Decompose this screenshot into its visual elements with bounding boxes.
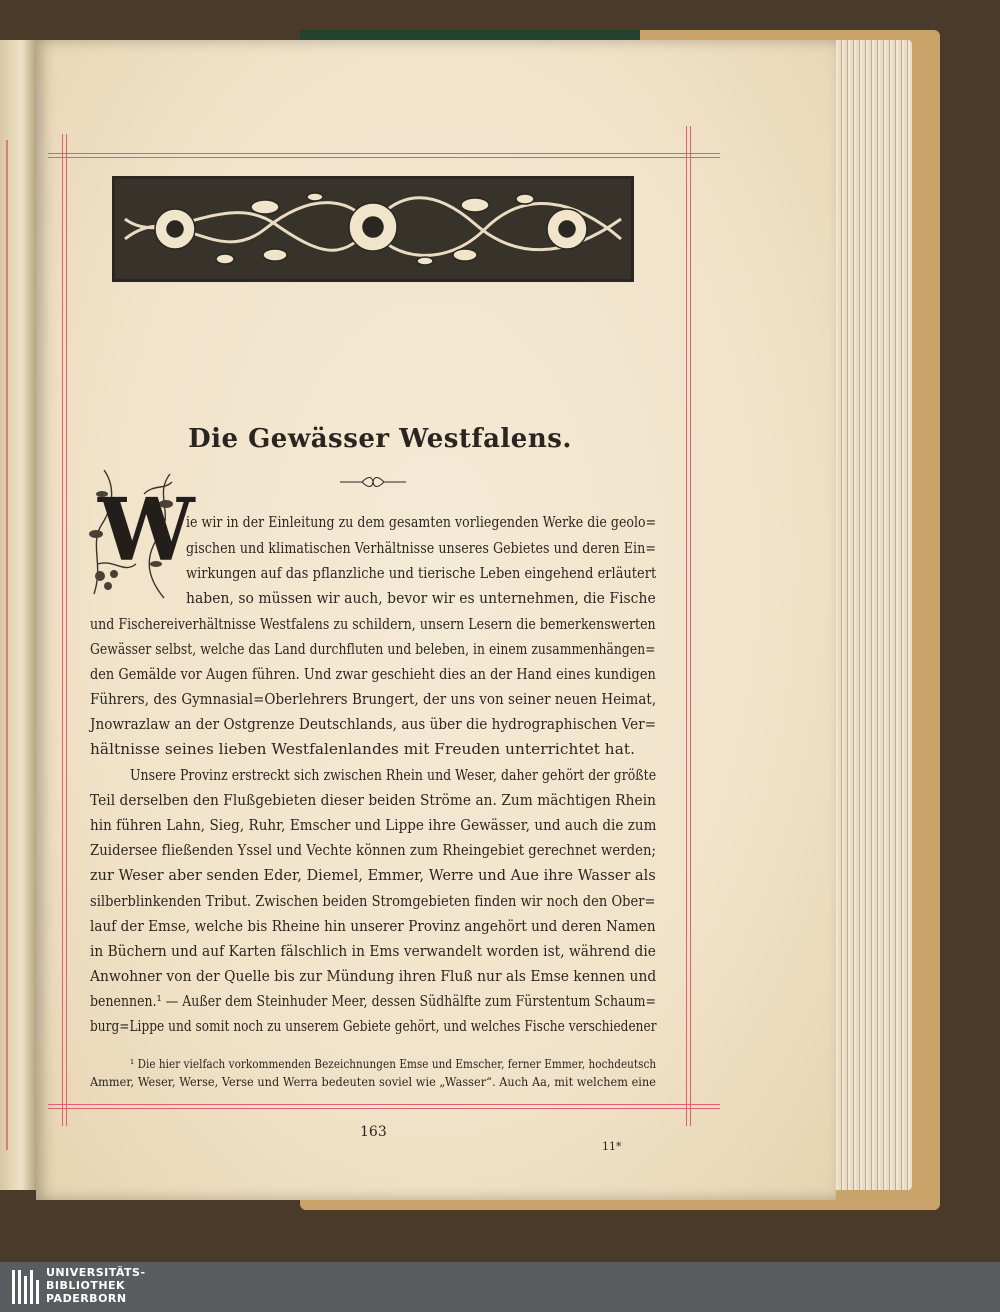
logo-line-2: BIBLIOTHEK — [46, 1279, 126, 1292]
library-footer-bar — [0, 1262, 1000, 1312]
body-line: und Fischereiverhältnisse Westfalens zu schildern, unsern Lesern die bemerkenswerten — [90, 615, 656, 633]
body-line: gischen und klimatischen Verhältnisse unseres Gebietes und deren Ein= — [186, 539, 656, 557]
border-rule-bottom — [48, 1104, 720, 1105]
footnote-line: Ammer, Weser, Werse, Verse und Werra bedeuten soviel wie „Wasser“. Auch Aa, mit welchem eine — [90, 1075, 656, 1089]
body-line: hältnisse seines lieben Westfalenlandes mit Freuden unterrichtet hat. — [90, 740, 635, 758]
page-number: 163 — [360, 1124, 387, 1140]
body-line: Unsere Provinz erstreckt sich zwischen Rhein und Weser, daher gehört der größte — [130, 766, 657, 784]
border-rule-right — [686, 126, 687, 1126]
body-line: Anwohner von der Quelle bis zur Mündung ihren Fluß nur als Emse kennen und — [90, 967, 657, 985]
body-line: benennen.¹ — Außer dem Steinhuder Meer, dessen Südhälfte zum Fürstentum Schaum= — [90, 992, 657, 1010]
drop-cap-letter: W — [98, 480, 195, 581]
body-line: Jnowrazlaw an der Ostgrenze Deutschlands, aus über die hydrographischen Ver= — [90, 715, 657, 733]
signature-mark: 11* — [602, 1140, 622, 1153]
body-line: haben, so müssen wir auch, bevor wir es unternehmen, die Fische — [186, 589, 656, 607]
divider-flourish-icon — [338, 474, 408, 490]
border-rule-top — [48, 153, 720, 154]
body-line: silberblinkenden Tribut. Zwischen beiden Stromgebieten finden wir noch den Ober= — [90, 892, 656, 910]
library-logo-text — [46, 1266, 146, 1305]
body-line: Führers, des Gymnasial=Oberlehrers Brungert, der uns von seiner neuen Heimat, — [90, 690, 657, 708]
left-page-fragment — [0, 40, 36, 1190]
decorated-initial — [84, 464, 195, 604]
ornamental-header-banner — [112, 176, 634, 282]
page-heading: Die Gewässer Westfalens. — [188, 424, 572, 454]
body-line: in Büchern und auf Karten fälschlich in Ems verwandelt worden ist, während die — [90, 942, 656, 960]
body-line: zur Weser aber senden Eder, Diemel, Emmer, Werre und Aue ihre Wasser als — [90, 866, 656, 884]
footnote-line: ¹ Die hier vielfach vorkommenden Bezeichnungen Emse und Emscher, ferner Emmer, hochdeutsch — [130, 1057, 657, 1071]
floral-ornament-icon — [115, 179, 631, 279]
body-line: ie wir in der Einleitung zu dem gesamten vorliegenden Werke die geolo= — [186, 513, 657, 531]
body-line: lauf der Emse, welche bis Rheine hin unserer Provinz angehört und deren Namen — [90, 917, 656, 935]
body-line: Teil derselben den Flußgebieten dieser beiden Ströme an. Zum mächtigen Rhein — [90, 791, 657, 809]
border-rule-top-2 — [48, 157, 720, 158]
body-line: wirkungen auf das pflanzliche und tierische Leben eingehend erläutert — [186, 564, 657, 582]
border-rule-right-2 — [690, 126, 691, 1126]
logo-line-3: PADERBORN — [46, 1292, 127, 1305]
body-line: burg=Lippe und somit noch zu unserem Gebiete gehört, und welches Fische verschiedener — [90, 1017, 657, 1035]
body-line: Gewässer selbst, welche das Land durchfluten und beleben, in einem zusammenhängen= — [90, 640, 656, 658]
library-logo-icon — [10, 1266, 40, 1308]
logo-line-1: UNIVERSITÄTS- — [46, 1266, 146, 1279]
border-rule-left-2 — [66, 134, 67, 1126]
border-rule-left — [62, 134, 63, 1126]
border-rule-bottom-2 — [48, 1108, 720, 1109]
body-line: hin führen Lahn, Sieg, Ruhr, Emscher und Lippe ihre Gewässer, und auch die zum — [90, 816, 657, 834]
body-line: Zuidersee fließenden Yssel und Vechte können zum Rheingebiet gerechnet werden; — [90, 841, 657, 859]
body-line: den Gemälde vor Augen führen. Und zwar geschieht dies an der Hand eines kundigen — [90, 665, 656, 683]
